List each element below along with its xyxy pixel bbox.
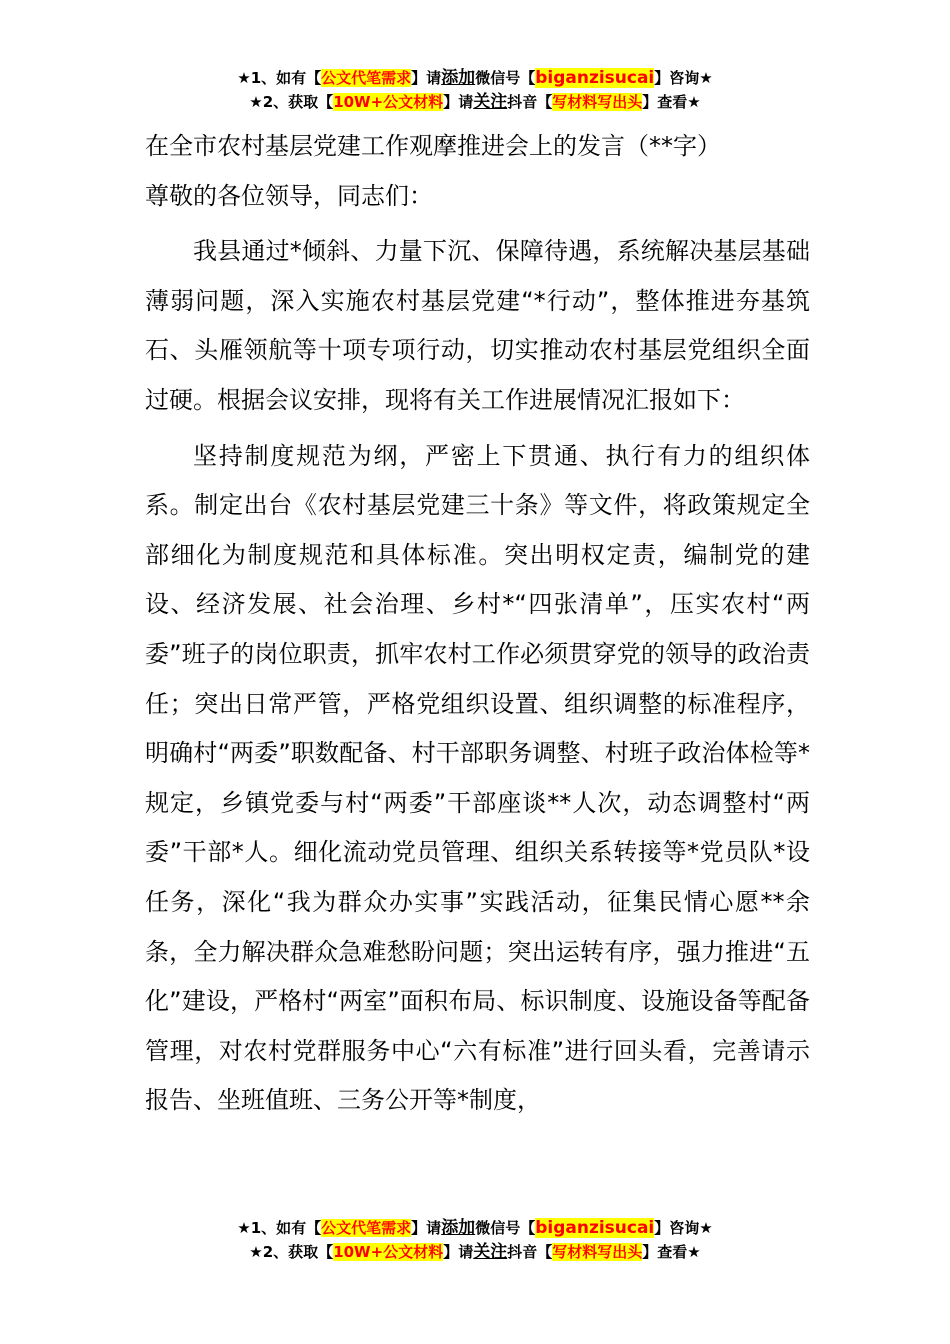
banner-highlight: 公文代笔需求 bbox=[321, 1219, 412, 1237]
banner-text: 】查看★ bbox=[642, 93, 701, 111]
banner-wechat-id: biganzisucai bbox=[535, 68, 655, 88]
banner-highlight: 写材料写出头 bbox=[552, 1243, 643, 1261]
banner-line-2 bbox=[0, 1240, 950, 1264]
banner-text: ★2、获取【 bbox=[249, 1243, 334, 1261]
banner-underline: 关注 bbox=[473, 1242, 508, 1262]
banner-text: ★2、获取【 bbox=[249, 93, 334, 111]
banner-text: ★1、如有【 bbox=[237, 69, 322, 87]
document-body bbox=[145, 122, 810, 1126]
banner-text: ★1、如有【 bbox=[237, 1219, 322, 1237]
banner-underline: 添加 bbox=[441, 1218, 476, 1238]
top-banner bbox=[0, 66, 950, 114]
banner-text: 】查看★ bbox=[642, 1243, 701, 1261]
banner-text: 】咨询★ bbox=[654, 69, 713, 87]
greeting: 尊敬的各位领导，同志们： bbox=[145, 181, 433, 210]
banner-text: 抖音【 bbox=[507, 93, 553, 111]
banner-line-1 bbox=[0, 1216, 950, 1240]
banner-text: 微信号【 bbox=[475, 1219, 536, 1237]
banner-highlight: 公文代笔需求 bbox=[321, 69, 412, 87]
banner-text: 】请 bbox=[411, 69, 442, 87]
banner-underline: 关注 bbox=[473, 92, 508, 112]
bottom-banner bbox=[0, 1216, 950, 1264]
banner-highlight: 写材料写出头 bbox=[552, 93, 643, 111]
banner-text: 微信号【 bbox=[475, 69, 536, 87]
banner-text: 】咨询★ bbox=[654, 1219, 713, 1237]
banner-text: 】请 bbox=[443, 93, 474, 111]
banner-line-1 bbox=[0, 66, 950, 90]
banner-text: 抖音【 bbox=[507, 1243, 553, 1261]
banner-underline: 添加 bbox=[441, 68, 476, 88]
banner-highlight: 10W+公文材料 bbox=[333, 1243, 444, 1261]
banner-highlight: 10W+公文材料 bbox=[333, 93, 444, 111]
paragraph-intro: 我县通过*倾斜、力量下沉、保障待遇，系统解决基层基础薄弱问题，深入实施农村基层党建“*行动”，整体推进夯基筑石、头雁领航等十项专项行动，切实推动农村基层党组织全面过硬。根据会议安排，现将有关工作进展情况汇报如下： bbox=[145, 237, 810, 414]
paragraph-system: 坚持制度规范为纲，严密上下贯通、执行有力的组织体系。制定出台《农村基层党建三十条》等文件，将政策规定全部细化为制度规范和具体标准。突出明权定责，编制党的建设、经济发展、社会治理、乡村*“四张清单”，压实农村“两委”班子的岗位职责，抓牢农村工作必须贯穿党的领导的政治责任；突出日常严管，严格党组织设置、组织调整的标准程序，明确村“两委”职数配备、村干部职务调整、村班子政治体检等*规定，乡镇党委与村“两委”干部座谈**人次，动态调整村“两委”干部*人。细化流动党员管理、组织关系转接等*党员队*设任务，深化“我为群众办实事”实践活动，征集民情心愿**余条，全力解决群众急难愁盼问题；突出运转有序，强力推进“五化”建设，严格村“两室”面积布局、标识制度、设施设备等配备管理，对农村党群服务中心“六有标准”进行回头看，完善请示报告、坐班值班、三务公开等*制度， bbox=[145, 441, 810, 1115]
banner-text: 】请 bbox=[411, 1219, 442, 1237]
banner-text: 】请 bbox=[443, 1243, 474, 1261]
banner-wechat-id: biganzisucai bbox=[535, 1218, 655, 1238]
document-title: 在全市农村基层党建工作观摩推进会上的发言（**字） bbox=[145, 132, 721, 160]
banner-line-2 bbox=[0, 90, 950, 114]
